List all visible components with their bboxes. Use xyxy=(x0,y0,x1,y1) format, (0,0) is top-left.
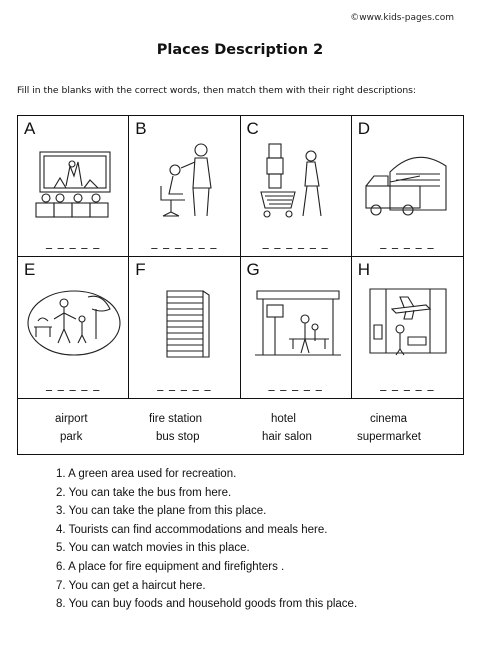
answer-blank[interactable]: _ _ _ _ _ xyxy=(45,235,101,249)
answer-blank[interactable]: _ _ _ _ _ xyxy=(380,235,435,249)
answer-blank[interactable]: _ _ _ _ _ _ xyxy=(262,235,329,249)
description-item: 2. You can take the bus from here. xyxy=(56,486,232,499)
answer-blank[interactable]: _ _ _ _ _ xyxy=(380,377,435,391)
answer-blank[interactable]: _ _ _ _ _ xyxy=(268,377,323,391)
word-bank-item: supermarket xyxy=(357,431,421,443)
description-item: 8. You can buy foods and household goods from this place. xyxy=(56,598,358,611)
answer-blank[interactable]: _ _ _ _ _ xyxy=(45,377,101,391)
picture-cell-f xyxy=(129,257,240,398)
cell-letter: A xyxy=(24,119,36,138)
cell-letter: C xyxy=(246,119,259,138)
picture-cell-a xyxy=(18,116,129,257)
instructions-text: Fill in the blanks with the correct words, then match them with their right descriptions: xyxy=(17,85,417,96)
word-bank-item: bus stop xyxy=(156,431,200,443)
description-item: 1. A green area used for recreation. xyxy=(56,468,237,480)
picture-cell-c xyxy=(241,116,352,257)
picture-cell-d xyxy=(352,116,463,257)
copyright-text: ©www.kids-pages.com xyxy=(350,13,454,23)
picture-grid xyxy=(17,115,464,399)
cell-letter: F xyxy=(135,260,146,279)
description-item: 7. You can get a haircut here. xyxy=(56,579,206,592)
bus-stop-icon xyxy=(249,279,345,365)
cinema-audience-icon xyxy=(26,138,122,224)
picture-cell-e xyxy=(18,257,129,398)
description-item: 3. You can take the plane from this place. xyxy=(56,505,267,518)
description-item: 6. A place for fire equipment and firefighters . xyxy=(56,560,285,573)
picture-cell-b xyxy=(129,116,240,257)
answer-blank[interactable]: _ _ _ _ _ xyxy=(157,377,212,391)
fire-truck-station-icon xyxy=(360,138,456,224)
description-item: 5. You can watch movies in this place. xyxy=(56,542,250,555)
word-bank-item: fire station xyxy=(149,413,203,425)
cell-letter: B xyxy=(135,119,147,138)
picture-cell-g xyxy=(241,257,352,398)
hair-salon-icon xyxy=(137,138,233,224)
answer-blank[interactable]: _ _ _ _ _ _ xyxy=(151,235,218,249)
word-bank-item: hotel xyxy=(271,413,296,425)
description-list xyxy=(56,465,357,614)
cell-letter: D xyxy=(357,119,371,138)
airport-terminal-icon xyxy=(360,279,456,365)
word-bank-item: cinema xyxy=(370,413,408,425)
word-bank-item: hair salon xyxy=(262,431,312,443)
description-item: 4. Tourists can find accommodations and meals here. xyxy=(56,523,328,536)
word-bank-item: park xyxy=(60,431,83,443)
word-bank xyxy=(17,399,464,455)
cell-letter: G xyxy=(246,260,260,279)
supermarket-shopper-icon xyxy=(249,138,345,224)
cell-letter: E xyxy=(24,260,36,279)
word-bank-item: airport xyxy=(55,413,88,425)
picture-cell-h xyxy=(352,257,463,398)
cell-letter: H xyxy=(357,260,371,279)
page-title: Places Description 2 xyxy=(156,42,324,58)
hotel-building-icon xyxy=(137,279,233,365)
park-family-icon xyxy=(26,279,122,365)
